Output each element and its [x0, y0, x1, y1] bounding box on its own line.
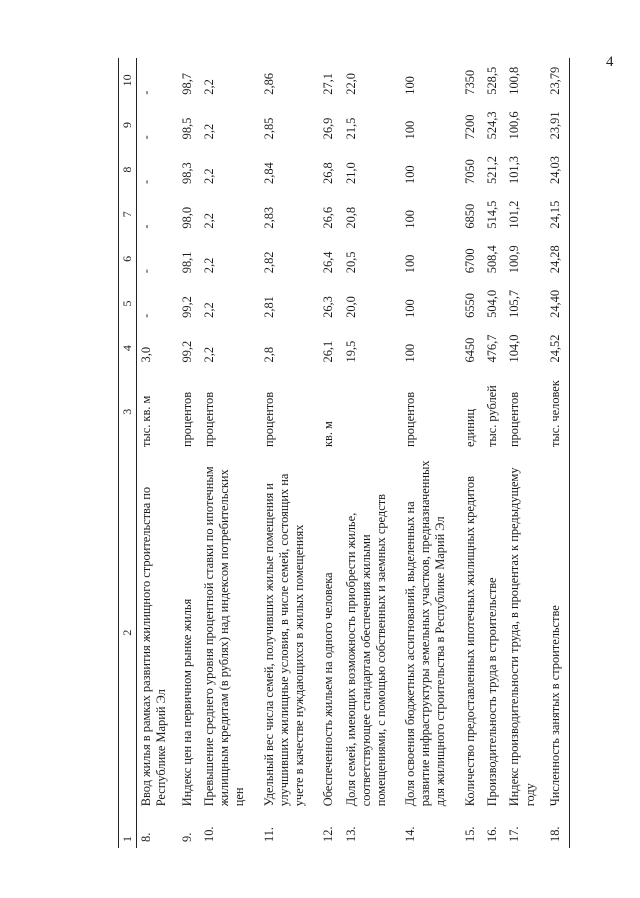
value-cell: 98,7: [179, 73, 194, 95]
table-row: [401, 58, 461, 848]
value-cell: 19,5: [343, 340, 358, 363]
value-cell: -: [138, 179, 153, 184]
value-cell: 98,1: [179, 251, 194, 274]
value-cell: 2,2: [202, 302, 217, 318]
unit-cell: процентов: [202, 391, 217, 448]
value-cell: 6850: [462, 203, 477, 229]
unit-cell: тыс. рублей: [485, 385, 500, 448]
value-cell: 24,15: [546, 192, 569, 237]
value-cell: 22,0: [343, 73, 358, 95]
table-row: [546, 58, 569, 848]
value-cell: 105,7: [507, 289, 522, 318]
value-cell: 98,3: [179, 162, 194, 184]
indicator-name: Обеспеченность жильем на одного человека: [321, 572, 336, 807]
value-cell: 99,2: [179, 340, 194, 363]
value-cell: 98,0: [179, 206, 194, 229]
table-row: [342, 58, 402, 848]
value-cell: 521,2: [485, 156, 500, 184]
value-cell: 101,2: [507, 200, 522, 229]
indicator-name: Производительность труда в строительстве: [485, 577, 500, 807]
value-cell: 2,2: [202, 168, 217, 184]
table-row: [136, 58, 178, 848]
column-header: 4: [119, 326, 137, 371]
column-header: 10: [119, 58, 137, 103]
table-body: [136, 58, 569, 848]
value-cell: 100: [403, 343, 418, 363]
value-cell: 2,2: [202, 346, 217, 363]
value-cell: -: [138, 224, 153, 229]
value-cell: 2,86: [261, 73, 276, 95]
value-cell: 2,8: [261, 346, 276, 363]
indicator-name: Удельный вес числа семей, получивших жилые помещения и улучшивших жилищные условия, в числе семей, состоящих на учете в качестве нуждающихся в жилых помещениях: [261, 473, 306, 807]
page-number: 4: [606, 54, 614, 70]
rotated-table-container: [118, 58, 570, 848]
value-cell: 100: [403, 299, 418, 318]
value-cell: 7200: [462, 114, 477, 140]
value-cell: 2,2: [202, 257, 217, 274]
row-number: 8.: [138, 832, 153, 842]
value-cell: 100,8: [507, 66, 522, 95]
value-cell: -: [138, 135, 153, 140]
column-header: 6: [119, 237, 137, 282]
value-cell: 26,6: [321, 206, 336, 229]
indicator-name: Индекс цен на первичном рынке жилья: [179, 598, 194, 807]
indicator-name: Превышение среднего уровня процентной ставки по ипотечным жилищным кредитам (в рублях) над индексом потребительских цен: [202, 466, 247, 807]
value-cell: 504,0: [485, 289, 500, 318]
value-cell: 2,81: [261, 296, 276, 318]
column-header: 8: [119, 147, 137, 192]
value-cell: 476,7: [485, 334, 500, 363]
value-cell: 2,84: [261, 162, 276, 184]
value-cell: -: [138, 90, 153, 95]
value-cell: 24,03: [546, 147, 569, 192]
column-header: 7: [119, 192, 137, 237]
value-cell: 100: [403, 120, 418, 140]
value-cell: 100: [403, 209, 418, 229]
value-cell: 3,0: [138, 346, 153, 363]
table-row: [178, 58, 200, 848]
value-cell: 21,0: [343, 162, 358, 184]
value-cell: 100: [403, 165, 418, 184]
value-cell: 2,2: [202, 213, 217, 229]
row-number: 10.: [202, 826, 217, 842]
table-row: [319, 58, 341, 848]
value-cell: -: [138, 269, 153, 274]
row-number: 15.: [462, 826, 477, 842]
row-number: 11.: [261, 826, 276, 842]
value-cell: 99,2: [179, 296, 194, 318]
value-cell: 20,5: [343, 251, 358, 274]
unit-cell: тыс. человек: [546, 370, 569, 453]
table-row: [483, 58, 505, 848]
value-cell: 6450: [462, 337, 477, 363]
indicators-table: [118, 58, 570, 848]
value-cell: 26,1: [321, 340, 336, 363]
value-cell: 100: [403, 76, 418, 95]
indicator-name: Численность занятых в строительстве: [546, 453, 569, 812]
unit-cell: процентов: [261, 391, 276, 448]
column-header: 9: [119, 103, 137, 148]
value-cell: 98,5: [179, 117, 194, 140]
indicator-name: Доля освоения бюджетных ассигнований, выделенных на развитие инфраструктуры земельных участков, предназначенных для жилищного строительства в Республике Марий Эл: [403, 460, 448, 807]
value-cell: 23,79: [546, 58, 569, 103]
value-cell: 7350: [462, 69, 477, 95]
unit-cell: процентов: [179, 391, 194, 448]
column-header: 5: [119, 281, 137, 326]
table-row: [200, 58, 260, 848]
table-row: [260, 58, 320, 848]
value-cell: 514,5: [485, 200, 500, 229]
row-number: 17.: [507, 826, 522, 842]
column-header: 2: [119, 453, 137, 812]
value-cell: 101,3: [507, 156, 522, 184]
value-cell: 6550: [462, 293, 477, 318]
value-cell: 2,85: [261, 117, 276, 140]
value-cell: 26,9: [321, 117, 336, 140]
row-number: 13.: [343, 826, 358, 842]
column-number-header-row: [119, 58, 137, 848]
value-cell: 24,52: [546, 326, 569, 371]
value-cell: 2,82: [261, 251, 276, 274]
value-cell: 26,4: [321, 251, 336, 274]
value-cell: 26,3: [321, 296, 336, 318]
value-cell: 100,6: [507, 111, 522, 140]
value-cell: 27,1: [321, 73, 336, 95]
indicator-name: Количество предоставленных ипотечных жилищных кредитов: [462, 476, 477, 807]
value-cell: 100,9: [507, 245, 522, 274]
value-cell: 508,4: [485, 245, 500, 274]
indicator-name: Ввод жилья в рамках развития жилищного строительства по Республике Марий Эл: [138, 486, 168, 807]
unit-cell: процентов: [507, 391, 522, 448]
value-cell: 100: [403, 254, 418, 274]
indicator-name: Индекс производительности труда, в процентах к предыдущему году: [507, 467, 537, 807]
value-cell: 23,91: [546, 103, 569, 148]
unit-cell: единиц: [462, 408, 477, 448]
value-cell: 24,40: [546, 281, 569, 326]
column-header: 3: [119, 370, 137, 453]
row-number: 14.: [403, 826, 418, 842]
value-cell: 104,0: [507, 334, 522, 363]
unit-cell: процентов: [403, 391, 418, 448]
value-cell: 2,2: [202, 79, 217, 95]
table-row: [461, 58, 483, 848]
value-cell: 21,5: [343, 117, 358, 140]
value-cell: 6700: [462, 248, 477, 274]
table-row: [505, 58, 546, 848]
unit-cell: [342, 370, 402, 453]
row-number: 12.: [321, 826, 336, 842]
row-number: 16.: [485, 826, 500, 842]
value-cell: 7050: [462, 159, 477, 184]
value-cell: 528,5: [485, 66, 500, 95]
indicator-name: Доля семей, имеющих возможность приобрести жилье, соответствующее стандартам обеспечения жилыми помещениями, с помощью собственных и заемных средств: [343, 494, 388, 807]
value-cell: 524,3: [485, 111, 500, 140]
value-cell: 24,28: [546, 237, 569, 282]
row-number: 18.: [546, 812, 569, 848]
unit-cell: тыс. кв. м: [138, 395, 153, 448]
column-header: 1: [119, 812, 137, 848]
value-cell: -: [138, 313, 153, 318]
row-number: 9.: [179, 832, 194, 842]
value-cell: 2,83: [261, 206, 276, 229]
value-cell: 20,8: [343, 206, 358, 229]
value-cell: 26,8: [321, 162, 336, 184]
value-cell: 20,0: [343, 296, 358, 318]
unit-cell: кв. м: [321, 421, 336, 448]
value-cell: 2,2: [202, 123, 217, 140]
